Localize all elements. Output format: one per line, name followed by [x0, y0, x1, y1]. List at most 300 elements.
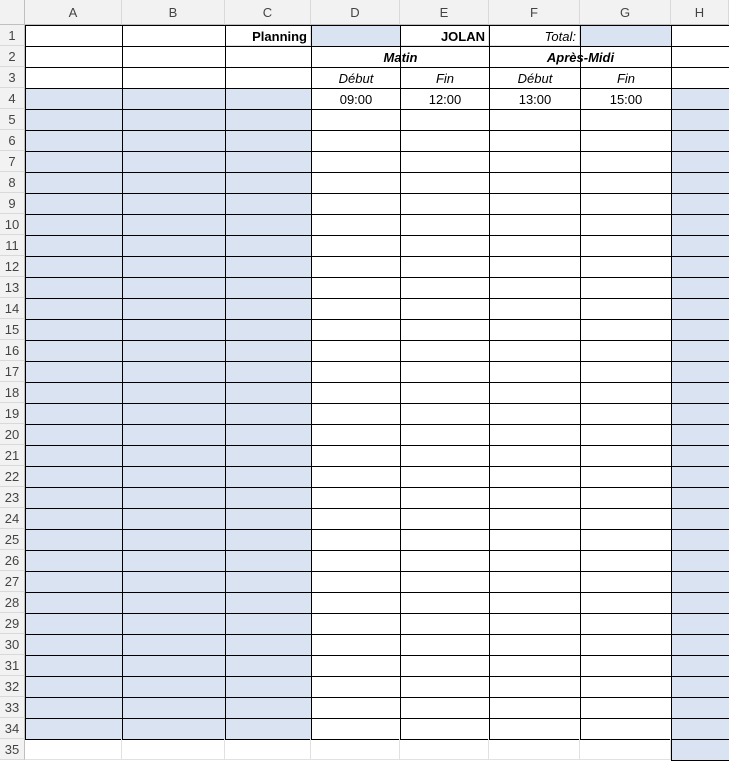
- cell-c18[interactable]: [225, 382, 312, 404]
- cell-a27[interactable]: [25, 571, 123, 593]
- cell-h22[interactable]: [671, 466, 729, 488]
- cell-b9[interactable]: [122, 193, 226, 215]
- cell-d9[interactable]: [311, 193, 401, 215]
- cell-c25[interactable]: [225, 529, 312, 551]
- row-header-3[interactable]: 3: [0, 67, 25, 88]
- cell-c9[interactable]: [225, 193, 312, 215]
- cell-h7[interactable]: [671, 151, 729, 173]
- cell-g5[interactable]: [580, 109, 672, 131]
- cell-e23[interactable]: [400, 487, 490, 509]
- cell-d20[interactable]: [311, 424, 401, 446]
- cell-h20[interactable]: [671, 424, 729, 446]
- cell-a32[interactable]: [25, 676, 123, 698]
- cell-f25[interactable]: [489, 529, 581, 551]
- cell-a18[interactable]: [25, 382, 123, 404]
- row-header-1[interactable]: 1: [0, 25, 25, 46]
- cell-b24[interactable]: [122, 508, 226, 530]
- cell-b16[interactable]: [122, 340, 226, 362]
- cell-b1[interactable]: [122, 25, 226, 47]
- total-label-cell[interactable]: [489, 25, 581, 47]
- cell-a6[interactable]: [25, 130, 123, 152]
- row-header-32[interactable]: 32: [0, 676, 25, 697]
- cell-b20[interactable]: [122, 424, 226, 446]
- cell-c32[interactable]: [225, 676, 312, 698]
- cell-d25[interactable]: [311, 529, 401, 551]
- cell-c5[interactable]: [225, 109, 312, 131]
- cell-e29[interactable]: [400, 613, 490, 635]
- cell-f29[interactable]: [489, 613, 581, 635]
- cell-h23[interactable]: [671, 487, 729, 509]
- cell-g10[interactable]: [580, 214, 672, 236]
- cell-d10[interactable]: [311, 214, 401, 236]
- row-header-28[interactable]: 28: [0, 592, 25, 613]
- time-cell-g4[interactable]: [580, 88, 672, 110]
- row-header-13[interactable]: 13: [0, 277, 25, 298]
- cell-e22[interactable]: [400, 466, 490, 488]
- cell-e31[interactable]: [400, 655, 490, 677]
- cell-f22[interactable]: [489, 466, 581, 488]
- cell-a12[interactable]: [25, 256, 123, 278]
- cell-g21[interactable]: [580, 445, 672, 467]
- cell-d14[interactable]: [311, 298, 401, 320]
- fin-morning-cell[interactable]: [400, 67, 490, 89]
- cell-c23[interactable]: [225, 487, 312, 509]
- cell-g18[interactable]: [580, 382, 672, 404]
- cell-g22[interactable]: [580, 466, 672, 488]
- cell-f9[interactable]: [489, 193, 581, 215]
- cell-f15[interactable]: [489, 319, 581, 341]
- cell-d19[interactable]: [311, 403, 401, 425]
- cell-b17[interactable]: [122, 361, 226, 383]
- column-header-d[interactable]: D: [311, 0, 400, 25]
- cell-b22[interactable]: [122, 466, 226, 488]
- cell-c21[interactable]: [225, 445, 312, 467]
- cell-f10[interactable]: [489, 214, 581, 236]
- matin-header-cell[interactable]: [311, 46, 490, 68]
- cell-c28[interactable]: [225, 592, 312, 614]
- cell-c8[interactable]: [225, 172, 312, 194]
- cell-b15[interactable]: [122, 319, 226, 341]
- cell-c4[interactable]: [225, 88, 312, 110]
- cell-b13[interactable]: [122, 277, 226, 299]
- cell-g6[interactable]: [580, 130, 672, 152]
- cell-h24[interactable]: [671, 508, 729, 530]
- cell-d15[interactable]: [311, 319, 401, 341]
- cell-e35[interactable]: [400, 739, 489, 760]
- cell-a31[interactable]: [25, 655, 123, 677]
- cell-c10[interactable]: [225, 214, 312, 236]
- row-header-20[interactable]: 20: [0, 424, 25, 445]
- fin-afternoon-cell[interactable]: [580, 67, 672, 89]
- cell-e6[interactable]: [400, 130, 490, 152]
- row-header-35[interactable]: 35: [0, 739, 25, 760]
- cell-a29[interactable]: [25, 613, 123, 635]
- cell-e28[interactable]: [400, 592, 490, 614]
- cell-g23[interactable]: [580, 487, 672, 509]
- row-header-2[interactable]: 2: [0, 46, 25, 67]
- cell-h1[interactable]: [671, 25, 729, 47]
- cell-b28[interactable]: [122, 592, 226, 614]
- cell-b23[interactable]: [122, 487, 226, 509]
- cell-c29[interactable]: [225, 613, 312, 635]
- row-header-11[interactable]: 11: [0, 235, 25, 256]
- cell-a10[interactable]: [25, 214, 123, 236]
- cell-c20[interactable]: [225, 424, 312, 446]
- cell-b3[interactable]: [122, 67, 226, 89]
- cell-f20[interactable]: [489, 424, 581, 446]
- cell-b18[interactable]: [122, 382, 226, 404]
- cell-c12[interactable]: [225, 256, 312, 278]
- cell-f34[interactable]: [489, 718, 581, 740]
- cell-c27[interactable]: [225, 571, 312, 593]
- cell-c24[interactable]: [225, 508, 312, 530]
- cell-c16[interactable]: [225, 340, 312, 362]
- cell-e16[interactable]: [400, 340, 490, 362]
- cell-a14[interactable]: [25, 298, 123, 320]
- cell-h34[interactable]: [671, 718, 729, 740]
- cell-f17[interactable]: [489, 361, 581, 383]
- cell-c26[interactable]: [225, 550, 312, 572]
- row-header-12[interactable]: 12: [0, 256, 25, 277]
- cell-c22[interactable]: [225, 466, 312, 488]
- cell-d35[interactable]: [311, 739, 400, 760]
- cell-f8[interactable]: [489, 172, 581, 194]
- cell-h14[interactable]: [671, 298, 729, 320]
- cell-b8[interactable]: [122, 172, 226, 194]
- cell-g31[interactable]: [580, 655, 672, 677]
- cell-f35[interactable]: [489, 739, 580, 760]
- cell-c35[interactable]: [225, 739, 311, 760]
- cell-d24[interactable]: [311, 508, 401, 530]
- cell-h10[interactable]: [671, 214, 729, 236]
- cell-d17[interactable]: [311, 361, 401, 383]
- cell-h16[interactable]: [671, 340, 729, 362]
- column-header-e[interactable]: E: [400, 0, 489, 25]
- cell-c7[interactable]: [225, 151, 312, 173]
- cell-b35[interactable]: [122, 739, 225, 760]
- cell-b27[interactable]: [122, 571, 226, 593]
- cell-g12[interactable]: [580, 256, 672, 278]
- cell-h19[interactable]: [671, 403, 729, 425]
- cell-e34[interactable]: [400, 718, 490, 740]
- cell-h15[interactable]: [671, 319, 729, 341]
- column-header-b[interactable]: B: [122, 0, 225, 25]
- column-header-c[interactable]: C: [225, 0, 311, 25]
- cell-a4[interactable]: [25, 88, 123, 110]
- cell-e13[interactable]: [400, 277, 490, 299]
- cell-h3[interactable]: [671, 67, 729, 89]
- cell-a22[interactable]: [25, 466, 123, 488]
- cell-h5[interactable]: [671, 109, 729, 131]
- cell-c6[interactable]: [225, 130, 312, 152]
- cell-h33[interactable]: [671, 697, 729, 719]
- cell-h32[interactable]: [671, 676, 729, 698]
- cell-h9[interactable]: [671, 193, 729, 215]
- row-header-15[interactable]: 15: [0, 319, 25, 340]
- cell-e20[interactable]: [400, 424, 490, 446]
- row-header-23[interactable]: 23: [0, 487, 25, 508]
- cell-e10[interactable]: [400, 214, 490, 236]
- cell-a3[interactable]: [25, 67, 123, 89]
- cell-c15[interactable]: [225, 319, 312, 341]
- cell-g15[interactable]: [580, 319, 672, 341]
- cell-d5[interactable]: [311, 109, 401, 131]
- cell-h4[interactable]: [671, 88, 729, 110]
- debut-afternoon-cell[interactable]: [489, 67, 581, 89]
- cell-g32[interactable]: [580, 676, 672, 698]
- cell-h12[interactable]: [671, 256, 729, 278]
- cell-b7[interactable]: [122, 151, 226, 173]
- cell-h28[interactable]: [671, 592, 729, 614]
- cell-a16[interactable]: [25, 340, 123, 362]
- cell-a8[interactable]: [25, 172, 123, 194]
- cell-f14[interactable]: [489, 298, 581, 320]
- cell-h2[interactable]: [671, 46, 729, 68]
- cell-e18[interactable]: [400, 382, 490, 404]
- cell-c2[interactable]: [225, 46, 312, 68]
- cell-d23[interactable]: [311, 487, 401, 509]
- cell-a28[interactable]: [25, 592, 123, 614]
- cell-e32[interactable]: [400, 676, 490, 698]
- cell-b2[interactable]: [122, 46, 226, 68]
- column-header-f[interactable]: F: [489, 0, 580, 25]
- cell-h17[interactable]: [671, 361, 729, 383]
- select-all-corner[interactable]: [0, 0, 25, 25]
- total-value-cell[interactable]: [580, 25, 672, 47]
- cell-f31[interactable]: [489, 655, 581, 677]
- cell-a26[interactable]: [25, 550, 123, 572]
- cell-f32[interactable]: [489, 676, 581, 698]
- cell-c33[interactable]: [225, 697, 312, 719]
- row-header-27[interactable]: 27: [0, 571, 25, 592]
- cell-e9[interactable]: [400, 193, 490, 215]
- cell-f6[interactable]: [489, 130, 581, 152]
- cell-h6[interactable]: [671, 130, 729, 152]
- cell-c19[interactable]: [225, 403, 312, 425]
- row-header-33[interactable]: 33: [0, 697, 25, 718]
- cell-g35[interactable]: [580, 739, 671, 760]
- cell-d32[interactable]: [311, 676, 401, 698]
- cell-a30[interactable]: [25, 634, 123, 656]
- cell-d18[interactable]: [311, 382, 401, 404]
- row-header-8[interactable]: 8: [0, 172, 25, 193]
- cell-f28[interactable]: [489, 592, 581, 614]
- cell-d11[interactable]: [311, 235, 401, 257]
- row-header-16[interactable]: 16: [0, 340, 25, 361]
- cell-a7[interactable]: [25, 151, 123, 173]
- cell-g14[interactable]: [580, 298, 672, 320]
- column-header-g[interactable]: G: [580, 0, 671, 25]
- cell-c3[interactable]: [225, 67, 312, 89]
- cell-f24[interactable]: [489, 508, 581, 530]
- cell-a19[interactable]: [25, 403, 123, 425]
- row-header-18[interactable]: 18: [0, 382, 25, 403]
- cell-a33[interactable]: [25, 697, 123, 719]
- cell-a23[interactable]: [25, 487, 123, 509]
- row-header-7[interactable]: 7: [0, 151, 25, 172]
- cell-c11[interactable]: [225, 235, 312, 257]
- cell-d13[interactable]: [311, 277, 401, 299]
- cell-b12[interactable]: [122, 256, 226, 278]
- row-header-10[interactable]: 10: [0, 214, 25, 235]
- cell-g24[interactable]: [580, 508, 672, 530]
- cell-a2[interactable]: [25, 46, 123, 68]
- cell-g13[interactable]: [580, 277, 672, 299]
- cell-b14[interactable]: [122, 298, 226, 320]
- cell-b11[interactable]: [122, 235, 226, 257]
- row-header-24[interactable]: 24: [0, 508, 25, 529]
- cell-a15[interactable]: [25, 319, 123, 341]
- cell-b25[interactable]: [122, 529, 226, 551]
- cell-h11[interactable]: [671, 235, 729, 257]
- column-header-a[interactable]: A: [25, 0, 122, 25]
- cell-f16[interactable]: [489, 340, 581, 362]
- cell-f19[interactable]: [489, 403, 581, 425]
- cell-d7[interactable]: [311, 151, 401, 173]
- cell-d28[interactable]: [311, 592, 401, 614]
- time-cell-d4[interactable]: [311, 88, 401, 110]
- row-header-5[interactable]: 5: [0, 109, 25, 130]
- cell-h8[interactable]: [671, 172, 729, 194]
- cell-b26[interactable]: [122, 550, 226, 572]
- cell-a25[interactable]: [25, 529, 123, 551]
- cell-b30[interactable]: [122, 634, 226, 656]
- cell-d29[interactable]: [311, 613, 401, 635]
- cell-f11[interactable]: [489, 235, 581, 257]
- cell-b29[interactable]: [122, 613, 226, 635]
- cell-e5[interactable]: [400, 109, 490, 131]
- cell-e11[interactable]: [400, 235, 490, 257]
- cell-a11[interactable]: [25, 235, 123, 257]
- cell-g7[interactable]: [580, 151, 672, 173]
- cell-g25[interactable]: [580, 529, 672, 551]
- cell-b33[interactable]: [122, 697, 226, 719]
- cell-f12[interactable]: [489, 256, 581, 278]
- apres-midi-header-cell[interactable]: [489, 46, 672, 68]
- cell-a13[interactable]: [25, 277, 123, 299]
- row-header-30[interactable]: 30: [0, 634, 25, 655]
- cell-d30[interactable]: [311, 634, 401, 656]
- cell-d21[interactable]: [311, 445, 401, 467]
- cell-f30[interactable]: [489, 634, 581, 656]
- cell-d6[interactable]: [311, 130, 401, 152]
- row-header-22[interactable]: 22: [0, 466, 25, 487]
- cell-e7[interactable]: [400, 151, 490, 173]
- cell-g29[interactable]: [580, 613, 672, 635]
- cell-e17[interactable]: [400, 361, 490, 383]
- cell-a34[interactable]: [25, 718, 123, 740]
- cell-h29[interactable]: [671, 613, 729, 635]
- cell-e30[interactable]: [400, 634, 490, 656]
- cell-f27[interactable]: [489, 571, 581, 593]
- cell-h13[interactable]: [671, 277, 729, 299]
- column-header-h[interactable]: H: [671, 0, 729, 25]
- name-cell[interactable]: [400, 25, 490, 47]
- cell-h18[interactable]: [671, 382, 729, 404]
- cell-a35[interactable]: [25, 739, 122, 760]
- cell-f21[interactable]: [489, 445, 581, 467]
- cell-g17[interactable]: [580, 361, 672, 383]
- cell-b10[interactable]: [122, 214, 226, 236]
- cell-b21[interactable]: [122, 445, 226, 467]
- row-header-19[interactable]: 19: [0, 403, 25, 424]
- row-header-6[interactable]: 6: [0, 130, 25, 151]
- row-header-9[interactable]: 9: [0, 193, 25, 214]
- cell-d27[interactable]: [311, 571, 401, 593]
- row-header-17[interactable]: 17: [0, 361, 25, 382]
- cell-d26[interactable]: [311, 550, 401, 572]
- cell-b34[interactable]: [122, 718, 226, 740]
- cell-h21[interactable]: [671, 445, 729, 467]
- row-header-14[interactable]: 14: [0, 298, 25, 319]
- cell-d16[interactable]: [311, 340, 401, 362]
- cell-g28[interactable]: [580, 592, 672, 614]
- row-header-4[interactable]: 4: [0, 88, 25, 109]
- cell-c13[interactable]: [225, 277, 312, 299]
- cell-d22[interactable]: [311, 466, 401, 488]
- cell-f7[interactable]: [489, 151, 581, 173]
- cell-d31[interactable]: [311, 655, 401, 677]
- cell-c31[interactable]: [225, 655, 312, 677]
- cell-d12[interactable]: [311, 256, 401, 278]
- cell-h31[interactable]: [671, 655, 729, 677]
- cell-g8[interactable]: [580, 172, 672, 194]
- row-header-31[interactable]: 31: [0, 655, 25, 676]
- cell-d33[interactable]: [311, 697, 401, 719]
- cell-d34[interactable]: [311, 718, 401, 740]
- row-header-25[interactable]: 25: [0, 529, 25, 550]
- cell-g34[interactable]: [580, 718, 672, 740]
- row-header-21[interactable]: 21: [0, 445, 25, 466]
- row-header-29[interactable]: 29: [0, 613, 25, 634]
- cell-e21[interactable]: [400, 445, 490, 467]
- row-header-26[interactable]: 26: [0, 550, 25, 571]
- cell-a20[interactable]: [25, 424, 123, 446]
- cell-g20[interactable]: [580, 424, 672, 446]
- cell-h26[interactable]: [671, 550, 729, 572]
- cell-e15[interactable]: [400, 319, 490, 341]
- cell-g19[interactable]: [580, 403, 672, 425]
- cell-e8[interactable]: [400, 172, 490, 194]
- cell-g9[interactable]: [580, 193, 672, 215]
- cell-a24[interactable]: [25, 508, 123, 530]
- row-header-34[interactable]: 34: [0, 718, 25, 739]
- cell-b31[interactable]: [122, 655, 226, 677]
- cell-d8[interactable]: [311, 172, 401, 194]
- cell-b6[interactable]: [122, 130, 226, 152]
- cell-c34[interactable]: [225, 718, 312, 740]
- cell-f5[interactable]: [489, 109, 581, 131]
- cell-h35[interactable]: [671, 739, 729, 761]
- cell-g11[interactable]: [580, 235, 672, 257]
- cell-f13[interactable]: [489, 277, 581, 299]
- cell-a1[interactable]: [25, 25, 123, 47]
- cell-h30[interactable]: [671, 634, 729, 656]
- cell-f23[interactable]: [489, 487, 581, 509]
- cell-f33[interactable]: [489, 697, 581, 719]
- cell-b5[interactable]: [122, 109, 226, 131]
- cell-a21[interactable]: [25, 445, 123, 467]
- time-cell-f4[interactable]: [489, 88, 581, 110]
- time-cell-e4[interactable]: [400, 88, 490, 110]
- planning-value-cell[interactable]: [311, 25, 401, 47]
- cell-b19[interactable]: [122, 403, 226, 425]
- cell-a17[interactable]: [25, 361, 123, 383]
- cell-g33[interactable]: [580, 697, 672, 719]
- cell-f26[interactable]: [489, 550, 581, 572]
- cell-e26[interactable]: [400, 550, 490, 572]
- cell-a9[interactable]: [25, 193, 123, 215]
